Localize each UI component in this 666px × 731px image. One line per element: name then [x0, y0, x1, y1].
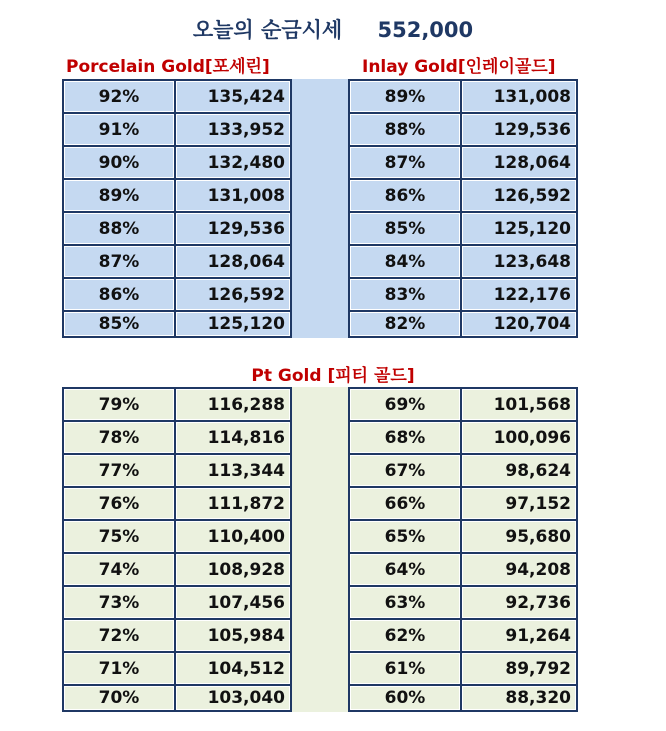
- price-cell: 129,536: [176, 213, 290, 244]
- cream-band-fill: [292, 387, 348, 712]
- purity-cell: 75%: [64, 521, 174, 552]
- purity-cell: 91%: [64, 114, 174, 145]
- table-row: [350, 389, 576, 420]
- price-cell: 98,624: [462, 455, 576, 486]
- purity-cell: 87%: [64, 246, 174, 277]
- table-row: [350, 147, 576, 178]
- price-cell: 88,320: [462, 686, 576, 710]
- purity-cell: 82%: [350, 312, 460, 336]
- table-row: [350, 114, 576, 145]
- purity-cell: 69%: [350, 389, 460, 420]
- price-cell: 120,704: [462, 312, 576, 336]
- purity-cell: 78%: [64, 422, 174, 453]
- table-row: [350, 554, 576, 585]
- table-row: [64, 246, 290, 277]
- purity-cell: 77%: [64, 455, 174, 486]
- price-cell: 125,120: [176, 312, 290, 336]
- purity-cell: 76%: [64, 488, 174, 519]
- price-cell: 103,040: [176, 686, 290, 710]
- table-row: [64, 279, 290, 310]
- table-row: [350, 213, 576, 244]
- price-cell: 100,096: [462, 422, 576, 453]
- price-cell: 110,400: [176, 521, 290, 552]
- price-cell: 126,592: [176, 279, 290, 310]
- price-cell: 104,512: [176, 653, 290, 684]
- price-cell: 97,152: [462, 488, 576, 519]
- purity-cell: 62%: [350, 620, 460, 651]
- gold-price: 552,000: [377, 18, 474, 42]
- pt-left-table: [62, 387, 292, 712]
- purity-cell: 73%: [64, 587, 174, 618]
- price-cell: 108,928: [176, 554, 290, 585]
- table-row: [64, 213, 290, 244]
- title-label: 오늘의 순금시세: [192, 18, 343, 42]
- price-cell: 126,592: [462, 180, 576, 211]
- table-row: [350, 246, 576, 277]
- price-cell: 131,008: [462, 81, 576, 112]
- purity-cell: 71%: [64, 653, 174, 684]
- purity-cell: 61%: [350, 653, 460, 684]
- price-cell: 92,736: [462, 587, 576, 618]
- table-row: [350, 422, 576, 453]
- purity-cell: 63%: [350, 587, 460, 618]
- table-row: [64, 620, 290, 651]
- table-row: [350, 686, 576, 710]
- table-row: [64, 389, 290, 420]
- purity-cell: 67%: [350, 455, 460, 486]
- table-row: [64, 686, 290, 710]
- table-row: [350, 455, 576, 486]
- price-cell: 91,264: [462, 620, 576, 651]
- purity-cell: 72%: [64, 620, 174, 651]
- price-cell: 128,064: [176, 246, 290, 277]
- table-row: [64, 312, 290, 336]
- table-row: [64, 422, 290, 453]
- table-row: [350, 653, 576, 684]
- price-cell: 95,680: [462, 521, 576, 552]
- purity-cell: 85%: [64, 312, 174, 336]
- purity-cell: 66%: [350, 488, 460, 519]
- purity-cell: 88%: [64, 213, 174, 244]
- price-cell: 107,456: [176, 587, 290, 618]
- page-title: [0, 14, 666, 44]
- purity-cell: 68%: [350, 422, 460, 453]
- purity-cell: 89%: [64, 180, 174, 211]
- table-row: [64, 653, 290, 684]
- inlay-table: [348, 79, 578, 338]
- price-cell: 129,536: [462, 114, 576, 145]
- table-row: [64, 488, 290, 519]
- table-row: [64, 114, 290, 145]
- table-row: [350, 488, 576, 519]
- price-cell: 133,952: [176, 114, 290, 145]
- table-row: [64, 147, 290, 178]
- purity-cell: 86%: [64, 279, 174, 310]
- price-cell: 135,424: [176, 81, 290, 112]
- table-row: [350, 279, 576, 310]
- price-cell: 128,064: [462, 147, 576, 178]
- pt-section-title: Pt Gold [피티 골드]: [251, 366, 415, 386]
- purity-cell: 64%: [350, 554, 460, 585]
- price-cell: 123,648: [462, 246, 576, 277]
- price-cell: 125,120: [462, 213, 576, 244]
- purity-cell: 74%: [64, 554, 174, 585]
- purity-cell: 90%: [64, 147, 174, 178]
- price-cell: 131,008: [176, 180, 290, 211]
- table-row: [350, 587, 576, 618]
- price-cell: 111,872: [176, 488, 290, 519]
- purity-cell: 85%: [350, 213, 460, 244]
- purity-cell: 86%: [350, 180, 460, 211]
- price-cell: 132,480: [176, 147, 290, 178]
- blue-band-fill: [292, 79, 348, 338]
- purity-cell: 79%: [64, 389, 174, 420]
- price-cell: 105,984: [176, 620, 290, 651]
- porcelain-table: [62, 79, 292, 338]
- price-cell: 94,208: [462, 554, 576, 585]
- purity-cell: 84%: [350, 246, 460, 277]
- purity-cell: 87%: [350, 147, 460, 178]
- table-row: [350, 312, 576, 336]
- price-cell: 116,288: [176, 389, 290, 420]
- table-row: [350, 81, 576, 112]
- purity-cell: 88%: [350, 114, 460, 145]
- purity-cell: 83%: [350, 279, 460, 310]
- table-row: [64, 180, 290, 211]
- table-row: [64, 554, 290, 585]
- table-row: [350, 620, 576, 651]
- table-row: [64, 587, 290, 618]
- price-cell: 101,568: [462, 389, 576, 420]
- table-row: [64, 81, 290, 112]
- price-cell: 122,176: [462, 279, 576, 310]
- inlay-section-title: Inlay Gold[인레이골드]: [362, 57, 556, 77]
- table-row: [350, 180, 576, 211]
- table-row: [64, 521, 290, 552]
- price-cell: 113,344: [176, 455, 290, 486]
- table-row: [64, 455, 290, 486]
- pt-right-table: [348, 387, 578, 712]
- purity-cell: 60%: [350, 686, 460, 710]
- purity-cell: 89%: [350, 81, 460, 112]
- purity-cell: 92%: [64, 81, 174, 112]
- table-row: [350, 521, 576, 552]
- purity-cell: 70%: [64, 686, 174, 710]
- purity-cell: 65%: [350, 521, 460, 552]
- price-cell: 114,816: [176, 422, 290, 453]
- porcelain-section-title: Porcelain Gold[포세린]: [66, 57, 270, 77]
- price-cell: 89,792: [462, 653, 576, 684]
